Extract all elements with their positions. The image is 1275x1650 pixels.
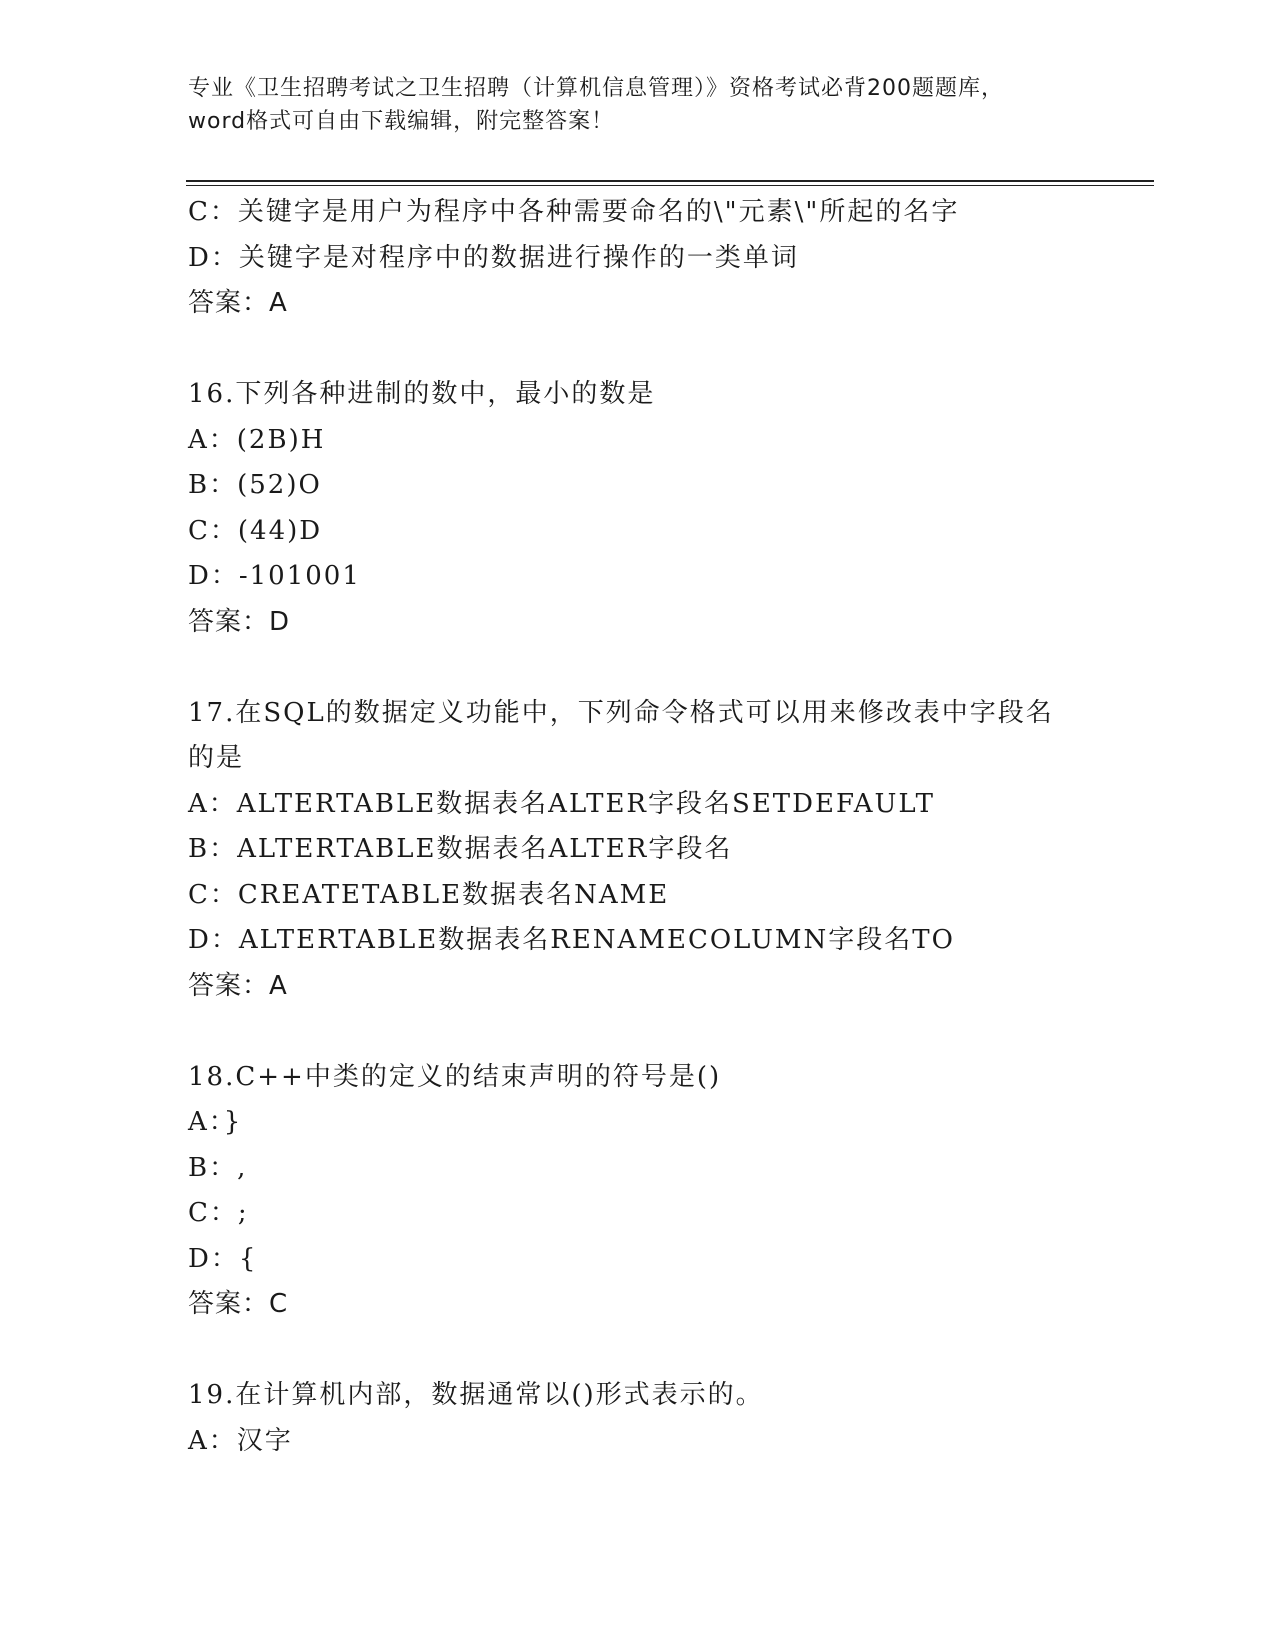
question-stem: 16.下列各种进制的数中，最小的数是 [188,379,656,409]
answer: 答案：A [188,970,288,1001]
spacer [188,645,1088,691]
option-c: C：; [188,1198,249,1228]
option-d: D：{ [188,1243,258,1274]
header-divider [186,180,1154,186]
question-stem-line-2: 的是 [188,743,245,773]
option-d: D：关键字是对程序中的数据进行操作的一类单词 [188,242,799,273]
header-line-1: 专业《卫生招聘考试之卫生招聘（计算机信息管理）》资格考试必背200题题库， [188,76,1004,101]
spacer [188,327,1088,373]
option-c: C：(44)D [188,515,323,546]
option-a: A：(2B)H [188,424,326,455]
question-17 [188,691,1088,1010]
spacer [188,1328,1088,1374]
option-d: D：-101001 [188,561,361,591]
header-line-2: word格式可自由下载编辑，附完整答案！ [188,109,615,134]
option-a: A：} [188,1107,243,1137]
answer: 答案：A [188,288,288,318]
answer: 答案：C [188,1289,289,1319]
option-d: D：ALTERTABLE数据表名RENAMECOLUMN字段名TO [188,925,955,955]
option-a: A：汉字 [188,1425,293,1456]
question-16 [188,372,1088,645]
question-stem: 18.C++中类的定义的结束声明的符号是() [188,1061,722,1092]
spacer [188,1009,1088,1055]
document-header [188,72,1088,138]
question-18 [188,1055,1088,1328]
question-19 [188,1373,1088,1464]
question-stem: 19.在计算机内部，数据通常以()形式表示的。 [188,1380,764,1410]
question-stem-line-1: 17.在SQL的数据定义功能中，下列命令格式可以用来修改表中字段名 [188,697,1054,728]
option-b: B：, [188,1152,248,1183]
option-b: B：(52)O [188,470,322,500]
question-15-tail [188,190,1088,327]
question-list [188,190,1088,1464]
answer: 答案：D [188,606,291,637]
option-a: A：ALTERTABLE数据表名ALTER字段名SETDEFAULT [188,788,935,819]
option-b: B：ALTERTABLE数据表名ALTER字段名 [188,834,733,864]
option-c: C：关键字是用户为程序中各种需要命名的\"元素\"所起的名字 [188,197,960,227]
option-c: C：CREATETABLE数据表名NAME [188,879,670,910]
